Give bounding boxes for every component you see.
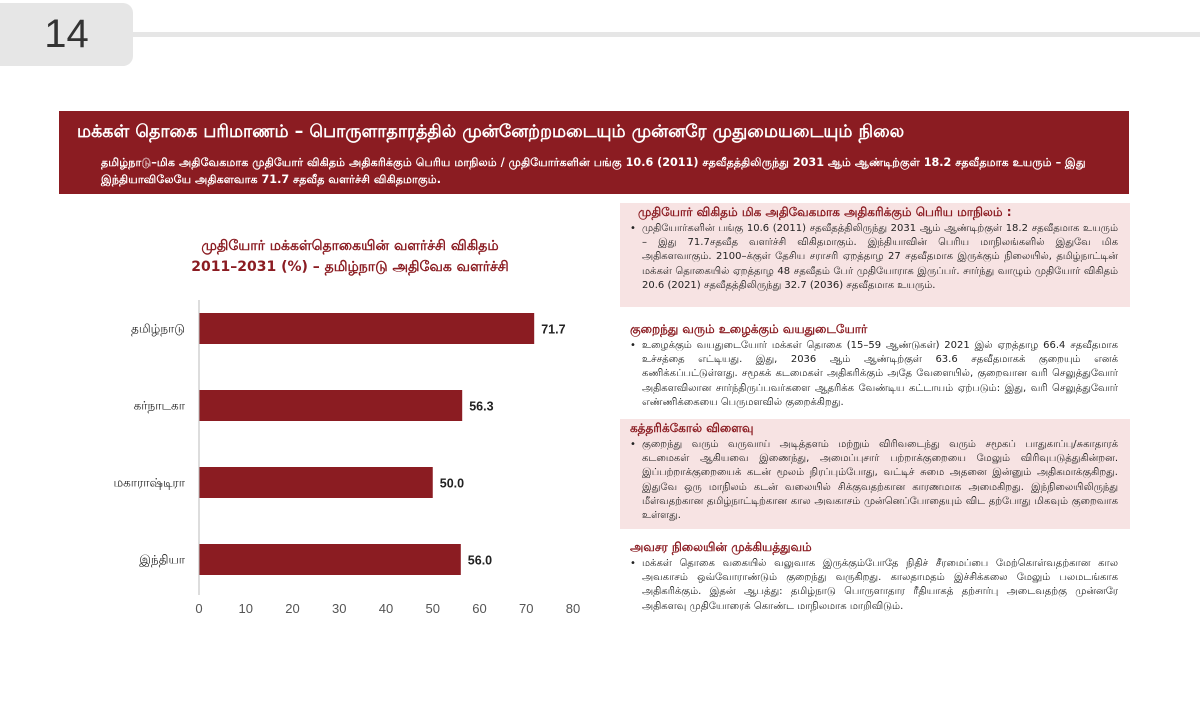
panel-body [630,557,1118,614]
x-tick-label: 60 [472,601,487,616]
bar [199,390,462,421]
bullet-icon: • [630,340,636,351]
panel-text: மக்கள் தொகை வகையில் வலுவாக இருக்கும்போதே நிதிச் சீரமைப்பை மேற்கொள்வதற்கான கால அவகாசம் ஒவ்வோராண்டும் குறைந்து வருகிறது. காலதாமதம் இச்சிக்கலை மேலும் பலமடங்காக அதிகரிக்கும். இதன் ஆபத்து: தமிழ்நாடு பொருளாதார ரீதியாகத் தற்சார்பு அடைவதற்கு முன்னரே அதிகளவு முதியோரைக் கொண்ட மாநிலமாக மாறிவிடும். [642,558,1118,612]
chart-title-line-1: முதியோர் மக்கள்தொகையின் வளர்ச்சி விகிதம் [201,238,499,254]
chart-title [130,236,570,278]
x-tick-label: 10 [238,601,253,616]
data-label: 56.3 [469,399,494,414]
panel-text: முதியோர்களின் பங்கு 10.6 (2011) சதவீதத்திலிருந்து 2031 ஆம் ஆண்டிற்குள் 18.2 சதவீதமாக உயரும் – இது 71.7சதவீத வளர்ச்சி விகிதமாகும். இந்தியாவின் பெரிய மாநிலங்களில் இதுவே மிக அதிகளவாகும். 2100–க்குள் தேசிய சராசரி ஏறத்தாழ 27 சதவீதமாக இருக்கும் நிலையில், தமிழ்நாட்டின் மக்கள் தொகையில் ஏறத்தாழ 48 சதவீதம் பேர் முதியோராக இருப்பர். சார்ந்து வாழும் முதியோர் விகிதம் 20.6 (2021) சதவீதத்திலிருந்து 32.7 (2036) சதவீதமாக உயரும். [642,223,1118,291]
data-label: 50.0 [439,476,465,491]
x-tick-label: 50 [425,601,440,616]
panel-text: உழைக்கும் வயதுடையோர் மக்கள் தொகை (15–59 ஆண்டுகள்) 2021 இல் ஏறத்தாழ 66.4 சதவீதமாக உச்சத்தை எட்டியது. இது, 2036 ஆம் ஆண்டிற்குள் 63.6 சதவீதமாகக் குறையும் எனக் கணிக்கப்பட்டுள்ளது. சமூகக் கடமைகள் அதிகரிக்கும் அதே வேளையில், குறைவான வரி செலுத்துவோர் அதிகளவிலான சார்ந்திருப்பவர்களை ஆதரிக்க வேண்டிய கட்டாயம் ஏற்படும்: இது, வரி செலுத்துவோர் எண்ணிக்கையை பெருமளவில் குறைக்கிறது. [642,340,1118,408]
panel-heading: முதியோர் விகிதம் மிக அதிவேகமாக அதிகரிக்கும் பெரிய மாநிலம் : [638,205,1012,219]
panel-scissors-effect [620,419,1130,529]
panel-text: குறைந்து வரும் வருவாய் அடித்தளம் மற்றும் விரிவடைந்து வரும் சமூகப் பாதுகாப்பு/சுகாதாரக் கடமைகள் ஆகியவை இணைந்து, அமைப்புசார் பற்றாக்குறையை மேலும் விரிவுபடுத்துகின்றன. இப்பற்றாக்குறையைக் கடன் மூலம் நிரப்பும்போது, வட்டிச் சுமை அதனை இன்னும் அதிகமாக்குகிறது. இதுவே ஒரு மாநிலம் கடன் வலையில் சிக்குவதற்கான காரணமாக அமைகிறது. இந்நிலையிலிருந்து மீள்வதற்கான தமிழ்நாட்டிற்கான கால அவகாசம் முன்னெப்போதையும் விட தற்போது மிகவும் குறைவாக உள்ளது. [642,439,1118,522]
bar [199,544,461,575]
bar-chart [80,300,600,630]
panel-heading: கத்தரிக்கோல் விளைவு [630,421,754,435]
page-title: மக்கள் தொகை பரிமாணம் – பொருளாதாரத்தில் முன்னேற்றமடையும் முன்னரே முதுமையடையும் நிலை [77,122,905,142]
category-label: தமிழ்நாடு [131,321,185,336]
data-label: 56.0 [467,553,493,568]
bar [199,467,433,498]
x-tick-label: 80 [565,601,581,616]
category-label: மகாராஷ்டிரா [113,475,185,490]
page-subtitle: தமிழ்நாடு–மிக அதிவேகமாக முதியோர் விகிதம் அதிகரிக்கும் பெரிய மாநிலம் / முதியோர்களின் பங்கு 10.6 (2011) சதவீதத்திலிருந்து 2031 ஆம் ஆண்டிற்குள் 18.2 சதவீதமாக உயரும் – இது இந்தியாவிலேயே அதிகளவாக 71.7 சதவீத வளர்ச்சி விகிதமாகும். [101,156,1086,186]
x-tick-label: 30 [332,601,347,616]
chart-title-line-2: 2011–2031 (%) – தமிழ்நாடு அதிவேக வளர்ச்சி [191,259,509,275]
x-tick-label: 20 [285,601,300,616]
bullet-icon: • [630,558,636,569]
panel-working-age [620,320,1130,417]
panel-fastest-ageing [620,203,1130,307]
bullet-icon: • [630,439,636,450]
panel-body [630,438,1118,523]
panel-body [630,222,1118,293]
top-divider [133,32,1200,37]
bar [199,313,534,344]
category-label: கர்நாடகா [133,398,185,413]
bullet-icon: • [630,223,636,234]
header-banner [59,111,1129,194]
panel-heading: குறைந்து வரும் உழைக்கும் வயதுடையோர் [630,322,868,336]
panel-heading: அவசர நிலையின் முக்கியத்துவம் [630,540,812,554]
x-tick-label: 0 [195,601,203,616]
x-tick-label: 40 [378,601,394,616]
panel-body [630,339,1118,410]
data-label: 71.7 [541,322,566,337]
x-tick-label: 70 [519,601,534,616]
panel-urgency [620,538,1130,630]
page-number: 14 [0,3,133,66]
category-label: இந்தியா [139,552,185,567]
